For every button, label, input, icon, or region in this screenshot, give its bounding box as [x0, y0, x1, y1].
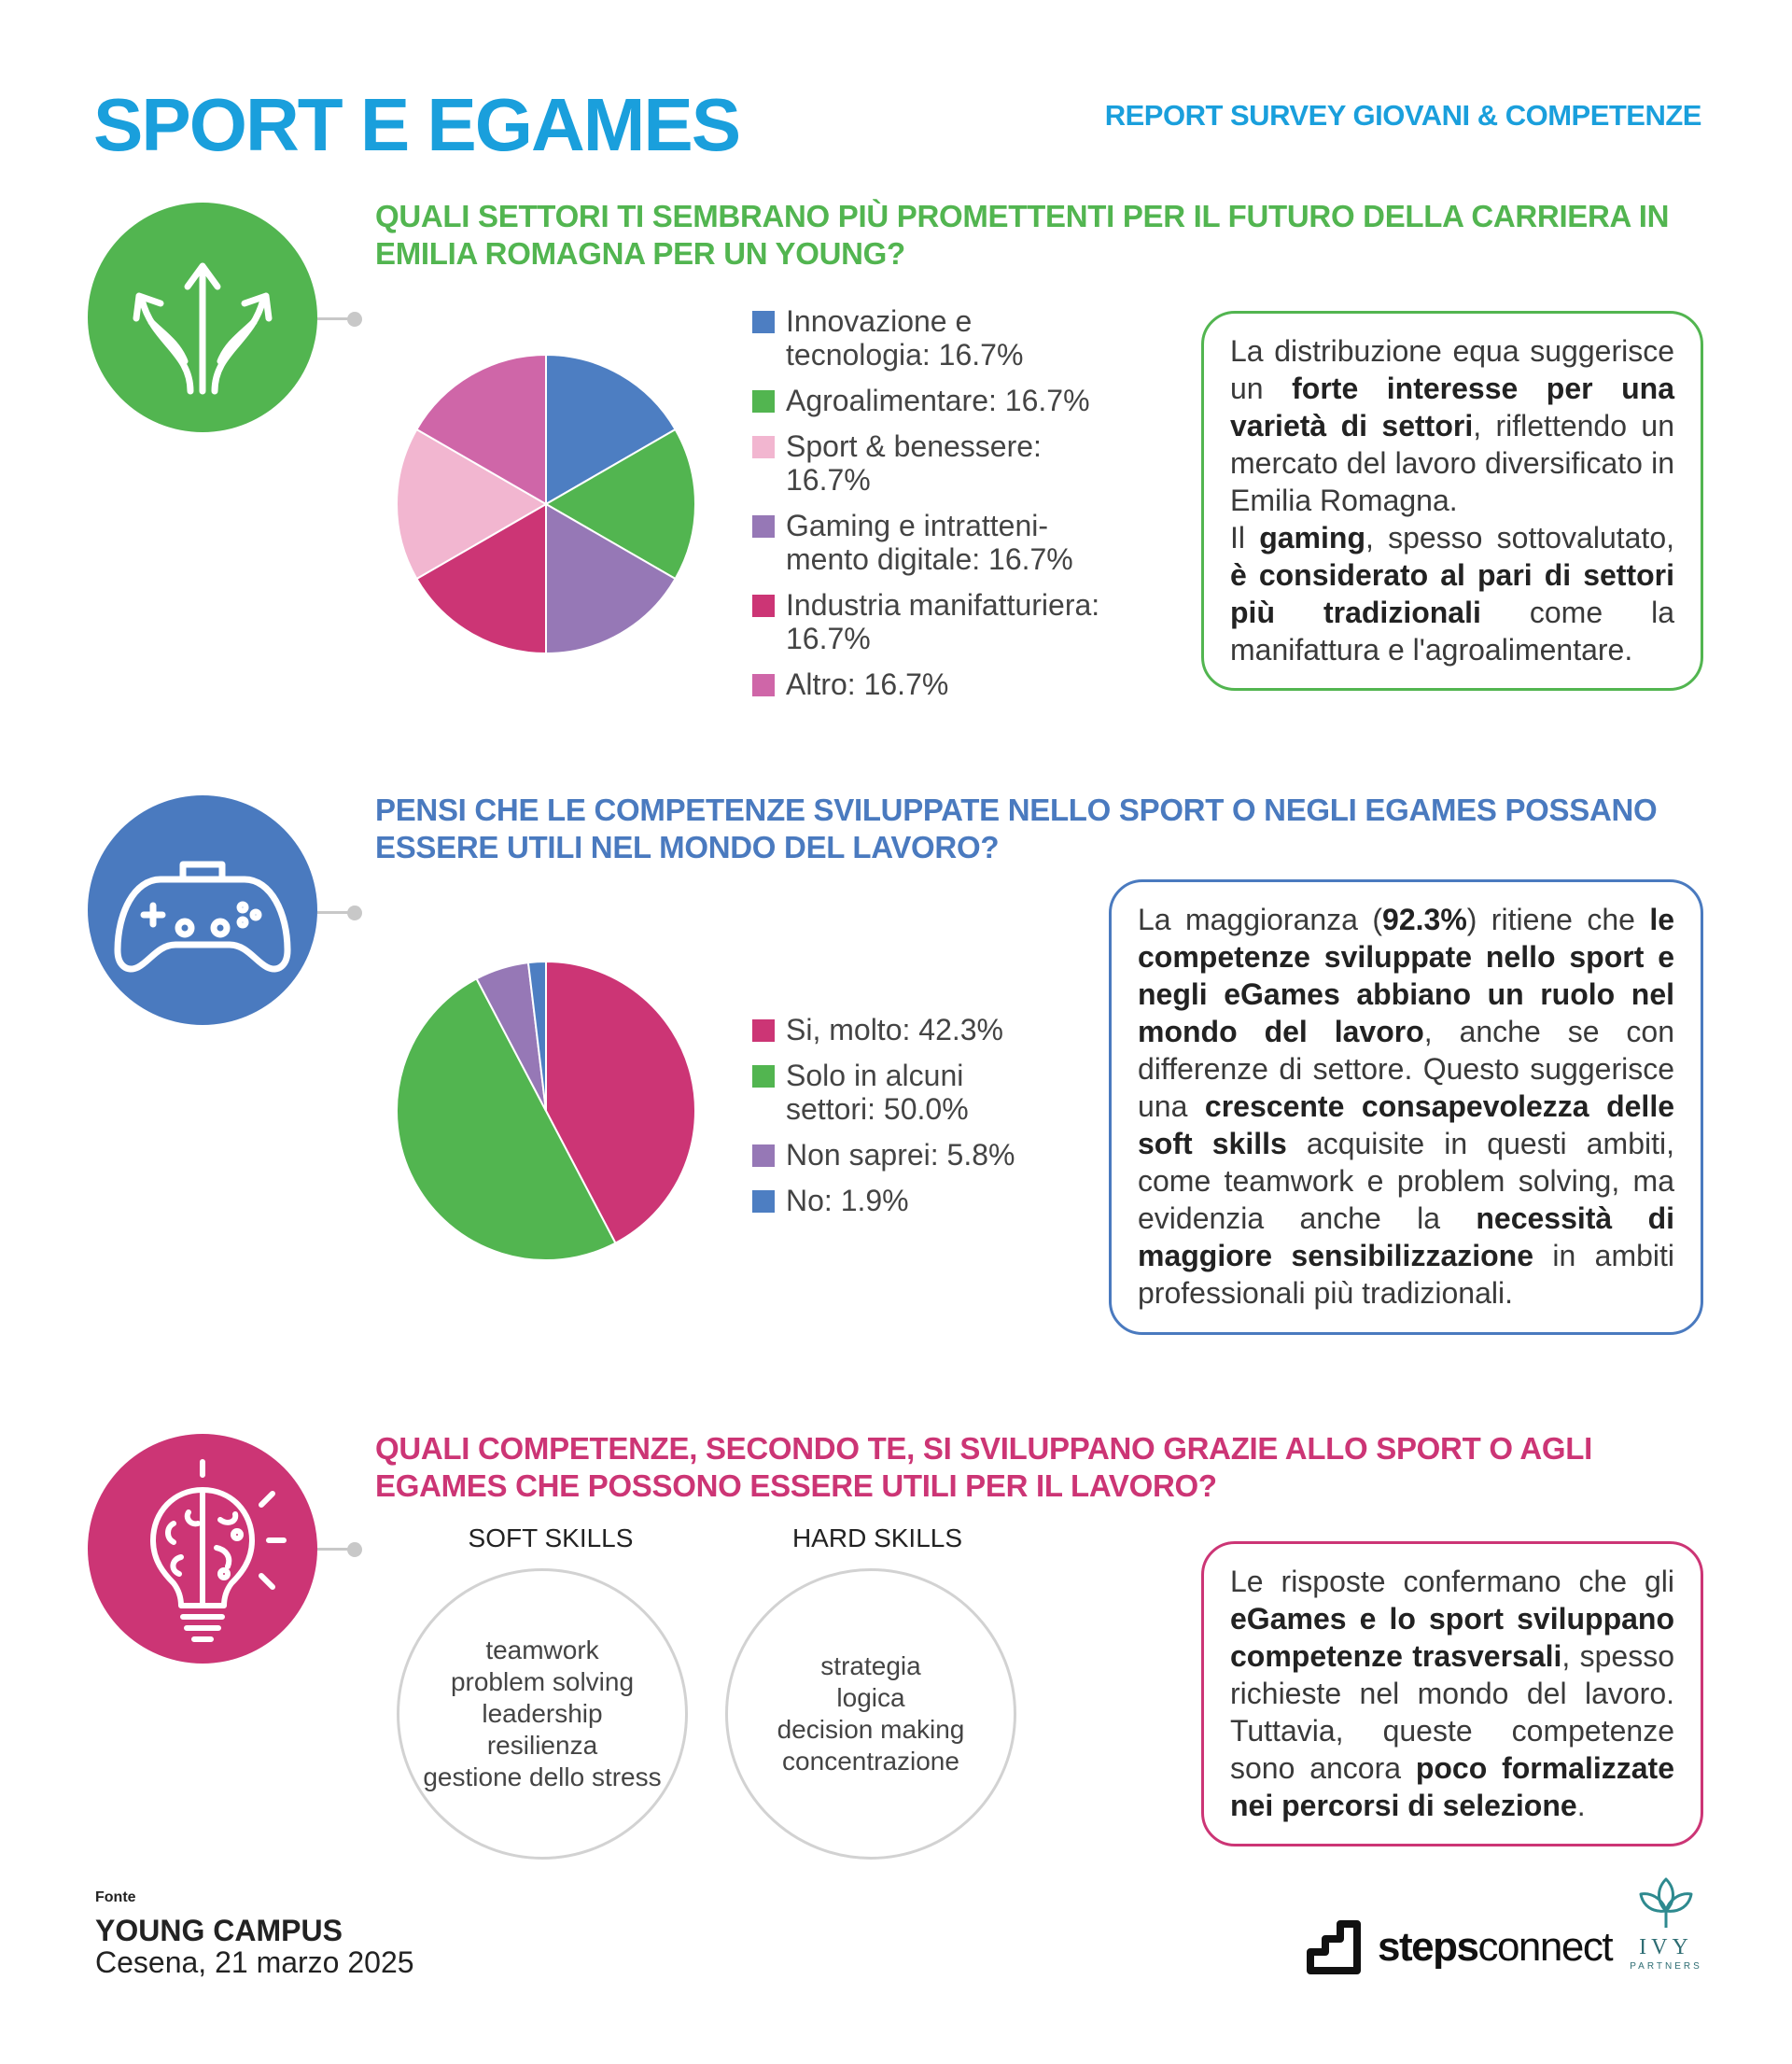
legend-item: [752, 429, 1085, 497]
note-text: , spesso richieste nel mondo del lavoro. Tuttavia, queste competenze sono ancora: [1230, 1639, 1674, 1785]
legend-label: Non saprei: 5.8%: [786, 1138, 1015, 1172]
legend-label: Innovazione e tecnologia: 16.7%: [786, 304, 1024, 372]
legend-swatch: [752, 515, 775, 538]
note-text: in ambiti professionali più tradizionali.: [1138, 1239, 1674, 1310]
legend-label: Gaming e intratteni-mento digitale: 16.7%: [786, 509, 1073, 576]
note-highlight: 92.3%: [1382, 903, 1467, 936]
ivy-text: IVY: [1639, 1935, 1693, 1959]
note-highlight: le competenze sviluppate nello sport e negli eGames abbiano un ruolo nel mondo del lavoro: [1138, 903, 1675, 1048]
lightbulb-brain-icon: [88, 1434, 317, 1664]
legend-swatch: [752, 595, 775, 617]
note-highlight: è considerato al pari di settori più tradizionali: [1230, 558, 1674, 629]
note-text: ) ritiene che: [1466, 903, 1650, 936]
legend-swatch: [752, 311, 775, 333]
legend-item: [752, 1138, 1094, 1172]
ivy-partners-logo: [1624, 1872, 1708, 1979]
note-text: Il: [1230, 521, 1260, 555]
note-text: Le risposte confermano che gli: [1230, 1565, 1674, 1598]
gamepad-icon: [88, 795, 317, 1025]
skill-item: problem solving: [450, 1667, 635, 1696]
source-date: Cesena, 21 marzo 2025: [95, 1945, 414, 1979]
legend-label: Agroalimentare: 16.7%: [786, 384, 1090, 417]
skill-item: concentrazione: [782, 1747, 959, 1776]
section-1-connector-dot: [347, 312, 362, 327]
question-2-title: PENSI CHE LE COMPETENZE SVILUPPATE NELLO SPORT O NEGLI EGAMES POSSANO ESSERE UTILI NEL MONDO DEL LAVORO?: [375, 793, 1658, 864]
note-highlight: poco formalizzate nei percorsi di selezione: [1230, 1751, 1674, 1822]
skill-item: logica: [836, 1683, 905, 1712]
legend-swatch: [752, 1144, 775, 1167]
section-2-icon-badge: [88, 795, 317, 1025]
source-label: Fonte: [95, 1889, 136, 1905]
legend-swatch: [752, 1190, 775, 1213]
skill-item: gestione dello stress: [423, 1762, 662, 1791]
note-text: acquisite in questi ambiti, come teamwork e problem solving, ma evidenzia anche la: [1138, 1127, 1675, 1235]
hard-skills-circle: [725, 1568, 1016, 1860]
report-subtitle: REPORT SURVEY GIOVANI & COMPETENZE: [1104, 99, 1701, 132]
legend-label: Altro: 16.7%: [786, 667, 949, 701]
note-text: La distribuzione equa suggerisce un: [1230, 334, 1674, 405]
soft-skills-circle: [397, 1568, 688, 1860]
skill-item: strategia: [820, 1651, 921, 1680]
legend-swatch: [752, 436, 775, 458]
logo-text-bold: steps: [1378, 1924, 1478, 1970]
note-highlight: forte interesse per una varietà di settori: [1230, 372, 1675, 442]
legend-item: [752, 509, 1094, 576]
stepsconnect-logo: [1305, 1915, 1613, 1976]
skill-item: decision making: [777, 1715, 965, 1744]
soft-skills-heading: SOFT SKILLS: [468, 1523, 634, 1552]
hard-skills-heading: HARD SKILLS: [791, 1523, 963, 1552]
pie-chart-competenze: [392, 957, 700, 1265]
logo-text: connect: [1477, 1924, 1613, 1970]
note-text: , riflettendo un mercato del lavoro diversificato in Emilia Romagna.: [1230, 409, 1674, 517]
legend-swatch: [752, 390, 775, 413]
pie-chart-settori: [392, 350, 700, 658]
question-3-title: QUALI COMPETENZE, SECONDO TE, SI SVILUPPANO GRAZIE ALLO SPORT O AGLI EGAMES CHE POSSONO ESSERE UTILI PER IL LAVORO?: [375, 1431, 1592, 1503]
note-highlight: necessità di maggiore sensibilizzazione: [1138, 1201, 1675, 1272]
note-box-1: [1201, 311, 1703, 691]
note-box-3: [1201, 1541, 1703, 1846]
arrows-branch-icon: [88, 203, 317, 432]
skill-item: resilienza: [486, 1731, 598, 1760]
note-text: , anche se con differenze di settore. Questo suggerisce una: [1138, 1015, 1675, 1123]
legend-item: [752, 1059, 1019, 1126]
skill-item: teamwork: [485, 1636, 599, 1664]
skill-item: leadership: [482, 1699, 603, 1728]
leaf-icon: [1624, 1872, 1708, 1933]
section-2-connector-dot: [347, 906, 362, 920]
page-title: SPORT E EGAMES: [93, 83, 740, 166]
legend-label: Sport & benessere: 16.7%: [786, 429, 1042, 497]
note-text: .: [1576, 1789, 1586, 1822]
section-3-icon-badge: [88, 1434, 317, 1664]
steps-icon: [1305, 1915, 1366, 1976]
section-1-icon-badge: [88, 203, 317, 432]
legend-swatch: [752, 1065, 775, 1088]
legend-item: [752, 1184, 1094, 1217]
note-box-2: [1109, 879, 1703, 1335]
legend-label: Si, molto: 42.3%: [786, 1013, 1003, 1046]
legend-swatch: [752, 1019, 775, 1042]
legend-label: Industria manifatturiera: 16.7%: [786, 588, 1100, 655]
ivy-subtext: PARTNERS: [1630, 1961, 1702, 1972]
question-1-title: QUALI SETTORI TI SEMBRANO PIÙ PROMETTENTI PER IL FUTURO DELLA CARRIERA IN EMILIA ROMAGNA PER UN YOUNG?: [375, 199, 1670, 271]
note-highlight: eGames e lo sport sviluppano competenze trasversali: [1230, 1602, 1674, 1673]
legend-item: [752, 304, 1038, 372]
legend-swatch: [752, 674, 775, 696]
note-highlight: crescente consapevolezza delle soft skills: [1138, 1089, 1674, 1160]
legend-competenze: [752, 1013, 1094, 1229]
note-text: , spesso sottovalutato,: [1365, 521, 1675, 555]
legend-label: Solo in alcuni settori: 50.0%: [786, 1059, 969, 1126]
source-name: YOUNG CAMPUS: [95, 1914, 343, 1947]
legend-item: [752, 588, 1113, 655]
legend-item: [752, 667, 1094, 701]
note-highlight: gaming: [1259, 521, 1365, 555]
legend-item: [752, 1013, 1094, 1046]
note-text: La maggioranza (: [1138, 903, 1383, 936]
legend-settori: [752, 304, 1131, 713]
legend-label: No: 1.9%: [786, 1184, 909, 1217]
note-text: come la manifattura e l'agroalimentare.: [1230, 596, 1674, 667]
legend-item: [752, 384, 1131, 417]
section-3-connector-dot: [347, 1542, 362, 1557]
